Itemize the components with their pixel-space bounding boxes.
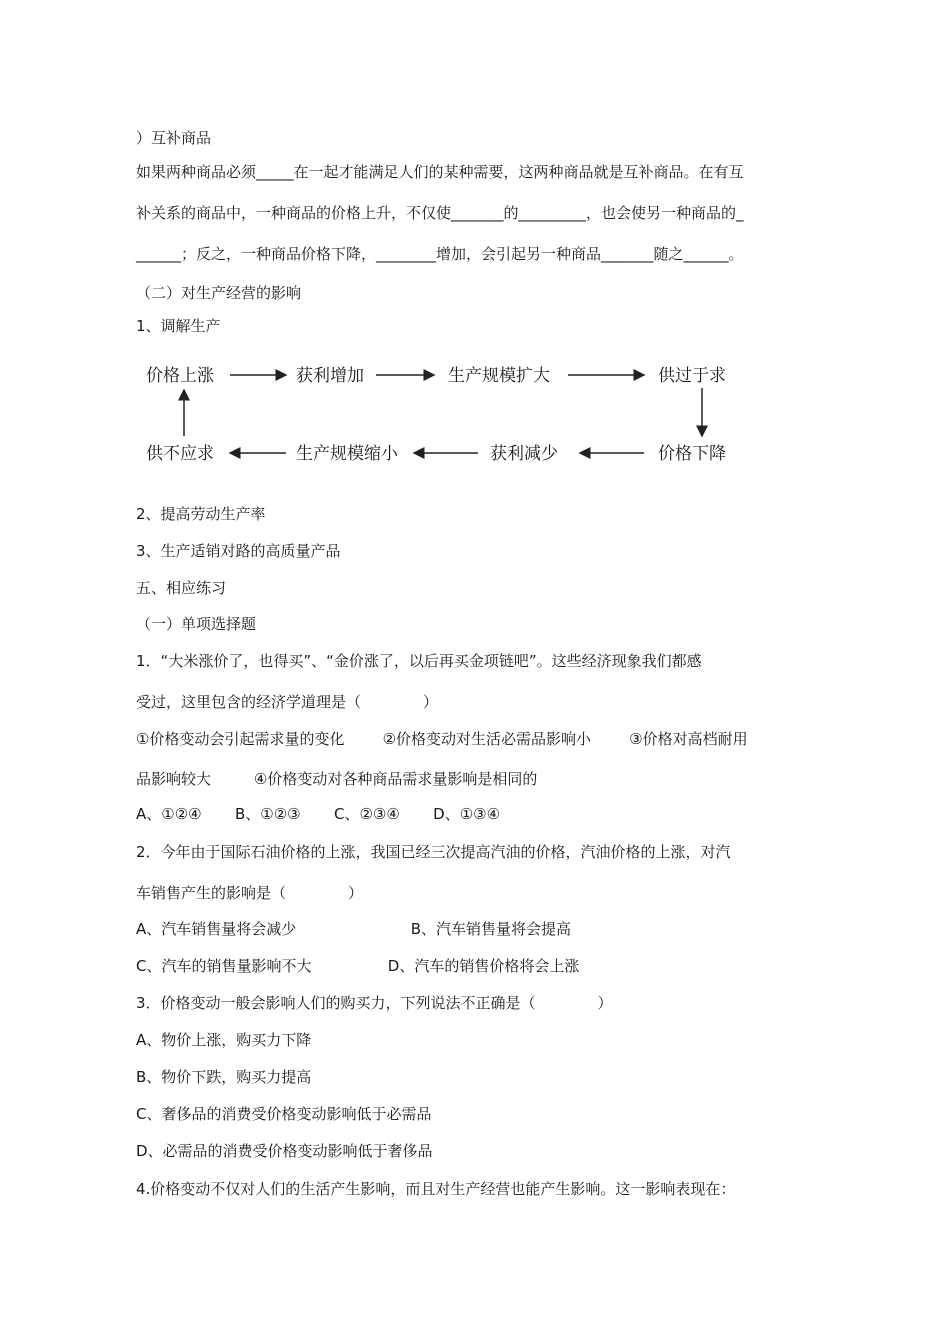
question-2-options-ab: A、汽车销售量将会减少 B、汽车销售量将会提高 xyxy=(136,920,571,938)
question-4-text: 4.价格变动不仅对人们的生活产生影响，而且对生产经营也能产生影响。这一影响表现在： xyxy=(136,1180,736,1198)
question-1-options: A、①②④ B、①②③ C、②③④ D、①③④ xyxy=(136,805,501,823)
price-production-flow-diagram xyxy=(136,352,736,482)
item-heading: 1、调解生产 xyxy=(136,317,221,335)
question-3-option-a: A、物价上涨，购买力下降 xyxy=(136,1031,312,1049)
flow-node-price-rise: 价格上涨 xyxy=(146,366,214,386)
question-1-text: 1．“大米涨价了，也得买”、“金价涨了，以后再买金项链吧”。这些经济现象我们都感 xyxy=(136,652,702,670)
flow-node-undersupply: 供不应求 xyxy=(146,444,214,464)
flow-node-profit-increase: 获利增加 xyxy=(296,366,364,386)
question-1-statements-cont: 品影响较大 ④价格变动对各种商品需求量影响是相同的 xyxy=(136,770,538,788)
section-heading-production: （二）对生产经营的影响 xyxy=(136,284,302,302)
item-heading: 3、生产适销对路的高质量产品 xyxy=(136,542,341,560)
question-2-options-cd: C、汽车的销售量影响不大 D、汽车的销售价格将会上涨 xyxy=(136,957,580,975)
flow-node-scale-expand: 生产规模扩大 xyxy=(448,366,550,386)
flow-arrows xyxy=(136,352,736,482)
question-3-text: 3．价格变动一般会影响人们的购买力，下列说法不正确是（ ） xyxy=(136,994,613,1012)
question-1-statements: ①价格变动会引起需求量的变化 ②价格变动对生活必需品影响小 ③价格对高档耐用 xyxy=(136,730,748,748)
flow-node-scale-shrink: 生产规模缩小 xyxy=(296,444,398,464)
text-line: ______；反之，一种商品价格下降，________增加，会引起另一种商品_______随之______。 xyxy=(136,245,744,263)
question-3-option-c: C、奢侈品的消费受价格变动影响低于必需品 xyxy=(136,1105,432,1123)
question-3-option-d: D、必需品的消费受价格变动影响低于奢侈品 xyxy=(136,1142,433,1160)
flow-node-price-drop: 价格下降 xyxy=(658,444,726,464)
section-heading-single-choice: （一）单项选择题 xyxy=(136,615,257,633)
flow-node-oversupply: 供过于求 xyxy=(658,366,726,386)
section-heading-complementary-goods: ）互补商品 xyxy=(136,129,212,147)
question-2-text: 2．今年由于国际石油价格的上涨，我国已经三次提高汽油的价格，汽油价格的上涨，对汽 xyxy=(136,843,731,861)
question-1-text-cont: 受过，这里包含的经济学道理是（ ） xyxy=(136,693,438,711)
text-line: 补关系的商品中，一种商品的价格上升，不仅使_______的_________，也会使另一种商品的_ xyxy=(136,204,744,222)
question-2-text-cont: 车销售产生的影响是（ ） xyxy=(136,884,363,902)
text-line: 如果两种商品必须_____在一起才能满足人们的某种需要，这两种商品就是互补商品。在有互 xyxy=(136,163,744,181)
section-heading-exercises: 五、相应练习 xyxy=(136,579,227,597)
item-heading: 2、提高劳动生产率 xyxy=(136,505,266,523)
question-3-option-b: B、物价下跌，购买力提高 xyxy=(136,1068,312,1086)
flow-node-profit-decrease: 获利减少 xyxy=(490,444,558,464)
